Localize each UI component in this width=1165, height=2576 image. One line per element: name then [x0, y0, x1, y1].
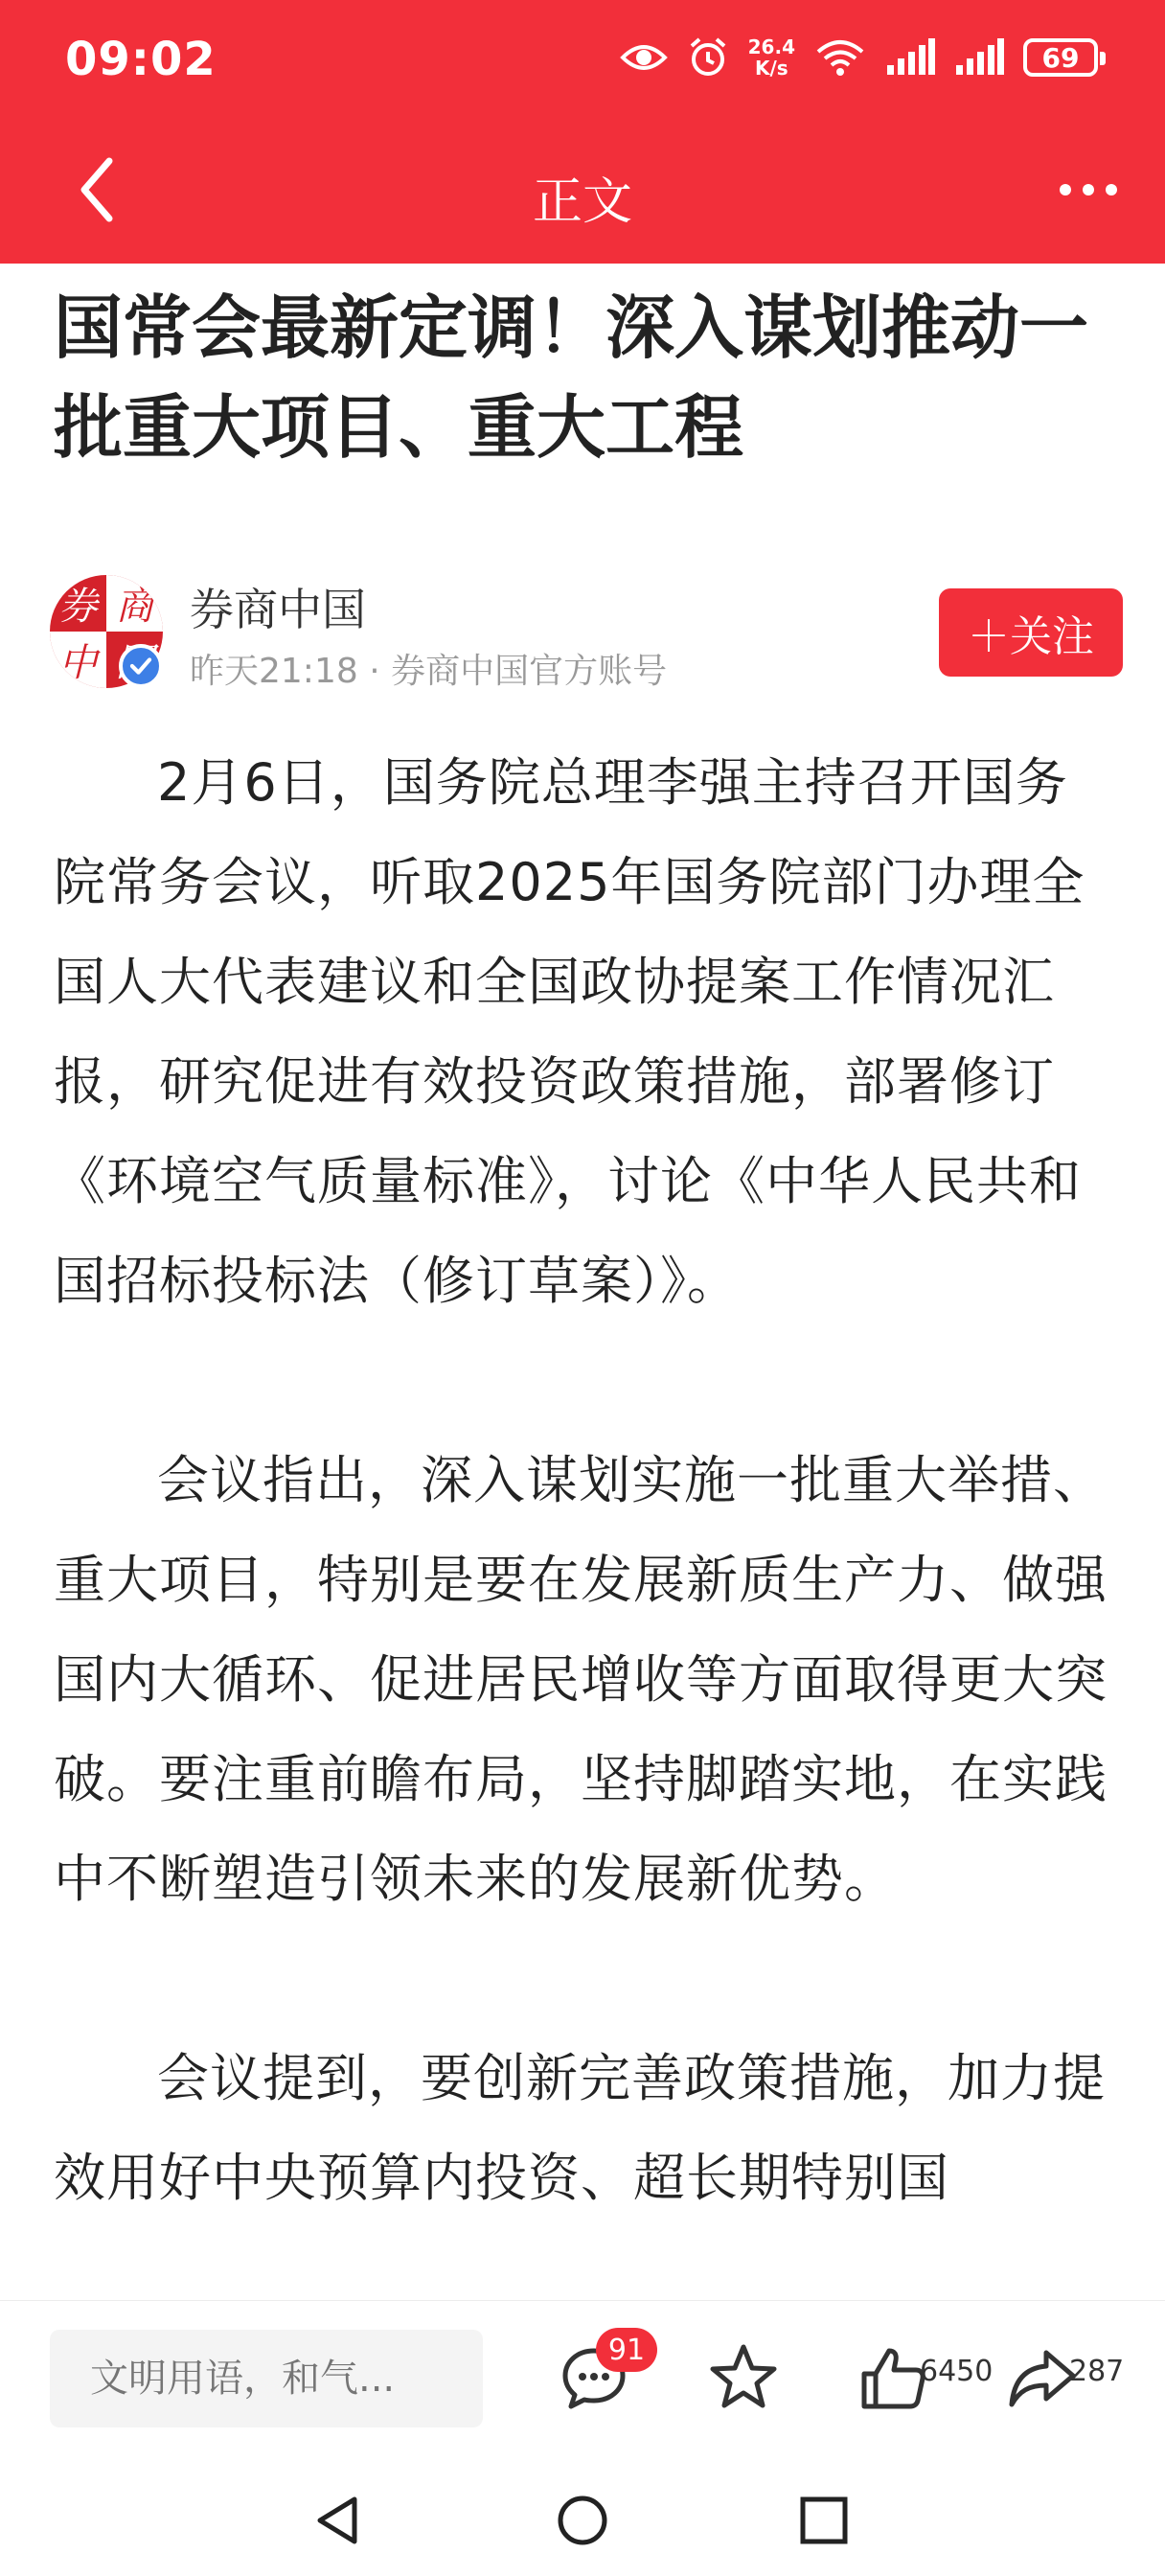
nav-recents-icon[interactable] — [799, 2496, 849, 2545]
wifi-icon — [814, 38, 866, 77]
nav-bar — [0, 134, 1165, 249]
avatar-char: 国 — [115, 641, 154, 685]
signal-icon-2 — [954, 38, 1004, 77]
page-title: 正文 — [532, 173, 632, 231]
battery-icon: 69 — [1023, 38, 1098, 77]
author-name[interactable]: 券商中国 — [190, 584, 366, 635]
avatar-char: 券 — [58, 585, 98, 629]
status-time: 09:02 — [65, 33, 217, 86]
signal-icon — [885, 38, 935, 77]
status-icons — [620, 31, 1098, 84]
nav-back-icon[interactable] — [312, 2494, 362, 2547]
nav-home-icon[interactable] — [556, 2494, 609, 2547]
comment-count-badge: 91 — [596, 2328, 657, 2372]
more-dots-icon[interactable] — [1050, 163, 1127, 217]
alarm-icon — [687, 36, 729, 79]
system-nav-bar — [0, 2453, 1165, 2576]
star-icon[interactable] — [705, 2339, 782, 2416]
article-title: 国常会最新定调！深入谋划推动一批重大项目、重大工程 — [54, 288, 1089, 468]
status-bar — [0, 0, 1165, 115]
avatar-char: 中 — [50, 632, 106, 688]
top-bar — [0, 0, 1165, 264]
verified-icon — [119, 644, 163, 688]
follow-button[interactable]: ＋关注 — [939, 588, 1123, 677]
like-count: 6450 — [920, 2355, 994, 2388]
net-speed: 26.4 K/s — [747, 35, 795, 80]
eye-icon — [620, 40, 668, 75]
paragraph: 会议指出，深入谋划实施一批重大举措、重大项目，特别是要在发展新质生产力、做强国内大循环、促进居民增收等方面取得更大突破。要注重前瞻布局，坚持脚踏实地，在实践中不断塑造引领未来的发展新优势。 — [54, 1450, 1108, 1909]
bottom-action-bar — [0, 2300, 1165, 2434]
author-meta: 昨天21:18 · 券商中国官方账号 — [190, 652, 668, 691]
avatar-char: 商 — [106, 575, 163, 632]
paragraph: 会议提到，要创新完善政策措施，加力提效用好中央预算内投资、超长期特别国 — [54, 2048, 1106, 2208]
author-row — [50, 575, 1123, 690]
share-count: 287 — [1069, 2355, 1125, 2388]
comment-input[interactable] — [50, 2330, 483, 2427]
article-body — [54, 733, 1119, 2328]
paragraph: 2月6日，国务院总理李强主持召开国务院常务会议，听取2025年国务院部门办理全国人大代表建议和全国政协提案工作情况汇报，研究促进有效投资政策措施，部署修订《环境空气质量标准》，讨论《中华人民共和国招标投标法（修订草案）》。 — [54, 752, 1085, 1311]
